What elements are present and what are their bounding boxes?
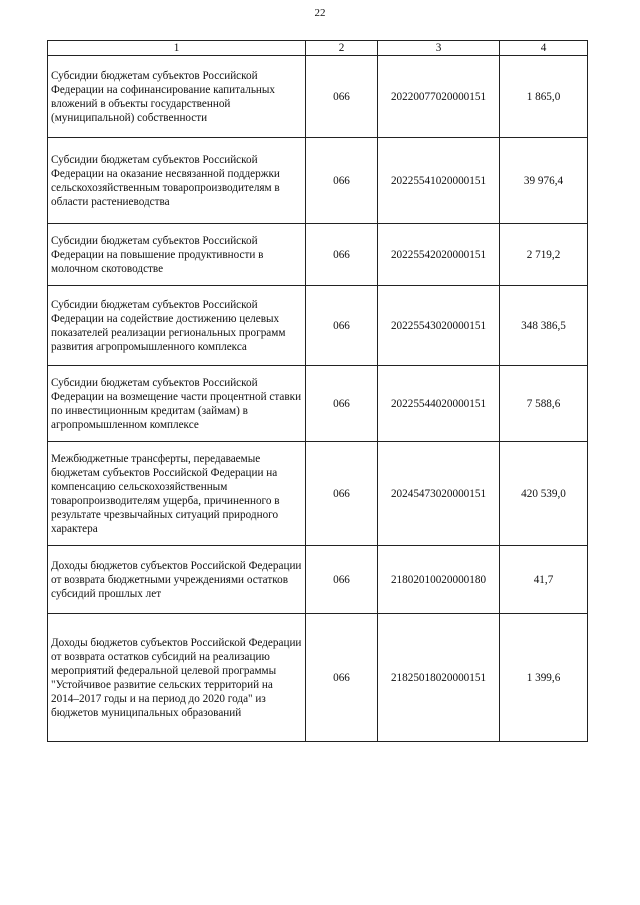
- admin-code-cell: 066: [306, 138, 378, 224]
- revenue-name-cell: Доходы бюджетов субъектов Российской Федерации от возврата остатков субсидий на реализацию мероприятий федеральной целевой программы "Устойчивое развитие сельских территорий на 2014–2017 годы и на период до 2020 года" из бюджетов муниципальных образований: [48, 614, 306, 742]
- amount-cell: 420 539,0: [500, 442, 588, 546]
- table-row: [48, 546, 588, 614]
- admin-code-cell: 066: [306, 224, 378, 286]
- admin-code-cell: 066: [306, 366, 378, 442]
- revenue-name-cell: Межбюджетные трансферты, передаваемые бюджетам субъектов Российской Федерации на компенсацию сельскохозяйственным товаропроизводителям ущерба, причиненного в результате чрезвычайных ситуаций природного характера: [48, 442, 306, 546]
- amount-cell: 1 865,0: [500, 56, 588, 138]
- revenue-name-cell: Доходы бюджетов субъектов Российской Федерации от возврата бюджетными учреждениями остатков субсидий прошлых лет: [48, 546, 306, 614]
- admin-code-cell: 066: [306, 286, 378, 366]
- page-number: 22: [314, 7, 326, 19]
- admin-code-cell: 066: [306, 546, 378, 614]
- revenue-name-cell: Субсидии бюджетам субъектов Российской Федерации на содействие достижению целевых показателей реализации региональных программ развития агропромышленного комплекса: [48, 286, 306, 366]
- table-row: [48, 442, 588, 546]
- budget-code-cell: 21802010020000180: [378, 546, 500, 614]
- admin-code-cell: 066: [306, 56, 378, 138]
- admin-code-cell: 066: [306, 442, 378, 546]
- amount-cell: 41,7: [500, 546, 588, 614]
- admin-code-cell: 066: [306, 614, 378, 742]
- table-row: [48, 56, 588, 138]
- table-row: [48, 138, 588, 224]
- amount-cell: 1 399,6: [500, 614, 588, 742]
- amount-cell: 7 588,6: [500, 366, 588, 442]
- budget-revenue-table: [47, 40, 588, 742]
- amount-cell: 2 719,2: [500, 224, 588, 286]
- column-header-3: 3: [378, 41, 500, 56]
- budget-code-cell: 20225541020000151: [378, 138, 500, 224]
- budget-code-cell: 20225543020000151: [378, 286, 500, 366]
- revenue-name-cell: Субсидии бюджетам субъектов Российской Федерации на софинансирование капитальных вложений в объекты государственной (муниципальной) собственности: [48, 56, 306, 138]
- table-row: [48, 366, 588, 442]
- table-row: [48, 224, 588, 286]
- column-header-1: 1: [48, 41, 306, 56]
- budget-code-cell: 21825018020000151: [378, 614, 500, 742]
- revenue-name-cell: Субсидии бюджетам субъектов Российской Федерации на возмещение части процентной ставки по инвестиционным кредитам (займам) в агропромышленном комплексе: [48, 366, 306, 442]
- budget-code-cell: 20245473020000151: [378, 442, 500, 546]
- table-row: [48, 614, 588, 742]
- table-row: [48, 286, 588, 366]
- column-header-4: 4: [500, 41, 588, 56]
- amount-cell: 348 386,5: [500, 286, 588, 366]
- revenue-name-cell: Субсидии бюджетам субъектов Российской Федерации на оказание несвязанной поддержки сельскохозяйственным товаропроизводителям в области растениеводства: [48, 138, 306, 224]
- budget-code-cell: 20225544020000151: [378, 366, 500, 442]
- revenue-name-cell: Субсидии бюджетам субъектов Российской Федерации на повышение продуктивности в молочном скотоводстве: [48, 224, 306, 286]
- column-header-2: 2: [306, 41, 378, 56]
- amount-cell: 39 976,4: [500, 138, 588, 224]
- budget-code-cell: 20220077020000151: [378, 56, 500, 138]
- header-row: [48, 41, 588, 56]
- budget-code-cell: 20225542020000151: [378, 224, 500, 286]
